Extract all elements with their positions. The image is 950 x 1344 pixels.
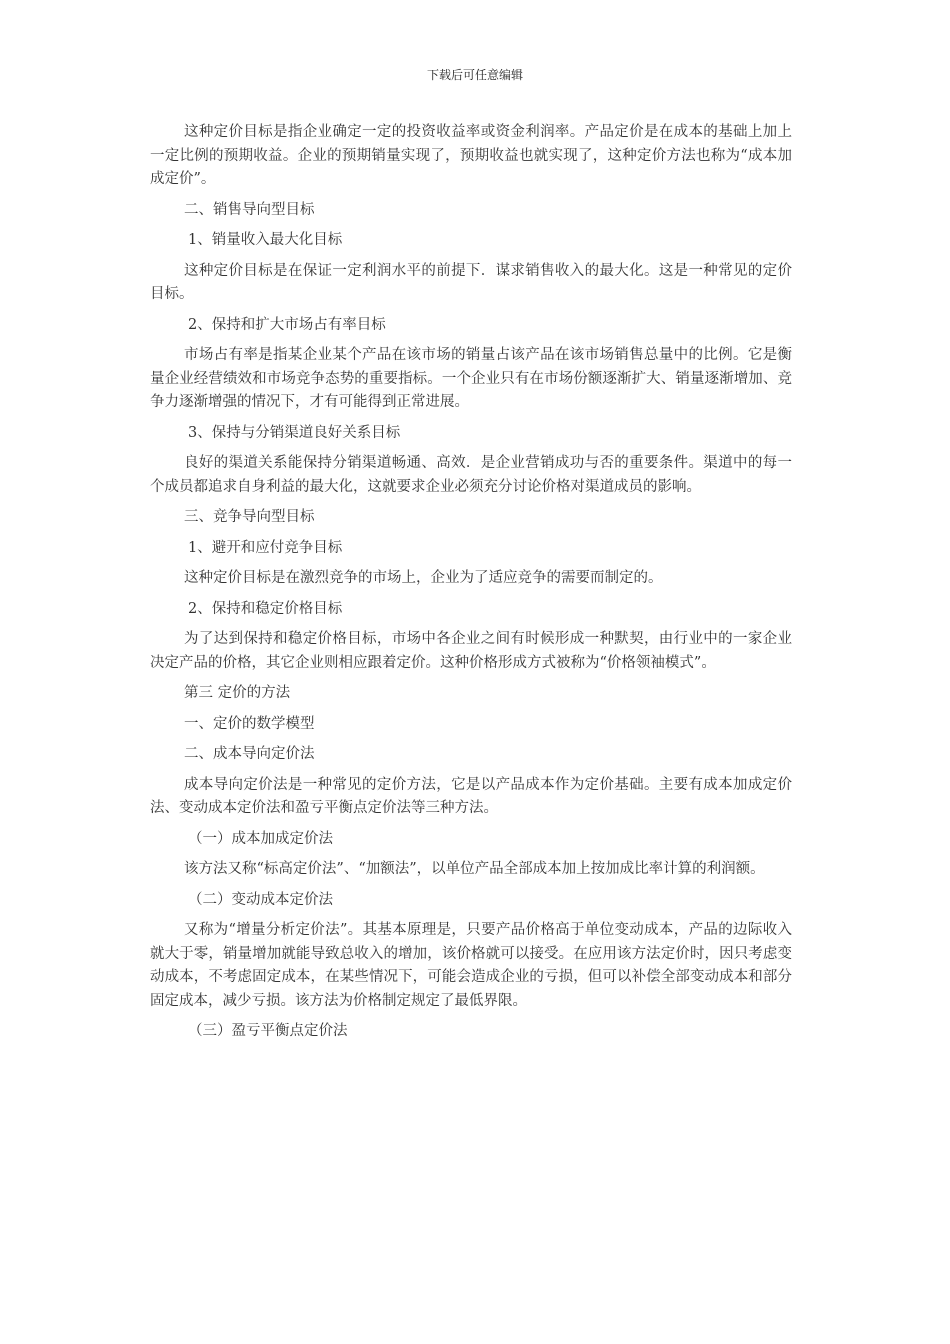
paragraph: 市场占有率是指某企业某个产品在该市场的销量占该产品在该市场销售总量中的比例。它是衡量企业经营绩效和市场竞争态势的重要指标。一个企业只有在市场份额逐渐扩大、销量逐渐增加、竞争力逐渐增强的情况下，才有可能得到正常进展。 xyxy=(150,347,792,410)
document-body xyxy=(150,121,792,1051)
chapter-heading: 第三 定价的方法 xyxy=(184,685,291,701)
paragraph: 这种定价目标是在保证一定利润水平的前提下．谋求销售收入的最大化。这是一种常见的定价目标。 xyxy=(150,262,792,302)
paragraph: 又称为“增量分析定价法”。其基本原理是，只要产品价格高于单位变动成本，产品的边际收入就大于零，销量增加就能导致总收入的增加，该价格就可以接受。在应用该方法定价时，因只考虑变动成本，不考虑固定成本，在某些情况下，可能会造成企业的亏损，但可以补偿全部变动成本和部分固定成本，减少亏损。该方法为价格制定规定了最低界限。 xyxy=(150,922,792,1009)
paragraph: 这种定价目标是在激烈竞争的市场上，企业为了适应竞争的需要而制定的。 xyxy=(184,570,663,586)
section-heading: 二、销售导向型目标 xyxy=(184,201,315,218)
method-heading: （三）盈亏平衡点定价法 xyxy=(188,1023,348,1039)
paragraph: 为了达到保持和稳定价格目标，市场中各企业之间有时候形成一种默契，由行业中的一家企业决定产品的价格，其它企业则相应跟着定价。这种价格形成方式被称为“价格领袖模式”。 xyxy=(150,631,792,671)
paragraph: 成本导向定价法是一种常见的定价方法，它是以产品成本作为定价基础。主要有成本加成定价法、变动成本定价法和盈亏平衡点定价法等三种方法。 xyxy=(150,776,792,816)
method-heading: （一）成本加成定价法 xyxy=(188,830,333,847)
subsection-heading: 1、避开和应付竞争目标 xyxy=(188,539,343,556)
method-heading: （二）变动成本定价法 xyxy=(188,891,333,908)
subsection-heading: 2、保持和稳定价格目标 xyxy=(188,600,343,617)
section-heading: 三、竞争导向型目标 xyxy=(184,509,315,525)
paragraph: 这种定价目标是指企业确定一定的投资收益率或资金利润率。产品定价是在成本的基础上加上一定比例的预期收益。企业的预期销量实现了，预期收益也就实现了，这种定价方法也称为“成本加成定价”。 xyxy=(150,124,792,187)
paragraph: 该方法又称“标高定价法”、“加额法”，以单位产品全部成本加上按加成比率计算的利润额。 xyxy=(184,861,765,877)
subsection-heading: 3、保持与分销渠道良好关系目标 xyxy=(188,424,401,441)
page-header: 下载后可任意编辑 xyxy=(426,68,523,82)
subsection-heading: 2、保持和扩大市场占有率目标 xyxy=(188,316,386,333)
section-heading: 二、成本导向定价法 xyxy=(184,746,315,762)
section-heading: 一、定价的数学模型 xyxy=(184,715,315,732)
paragraph: 良好的渠道关系能保持分销渠道畅通、高效．是企业营销成功与否的重要条件。渠道中的每一个成员都追求自身利益的最大化，这就要求企业必须充分讨论价格对渠道成员的影响。 xyxy=(150,455,792,495)
subsection-heading: 1、销量收入最大化目标 xyxy=(188,232,343,248)
